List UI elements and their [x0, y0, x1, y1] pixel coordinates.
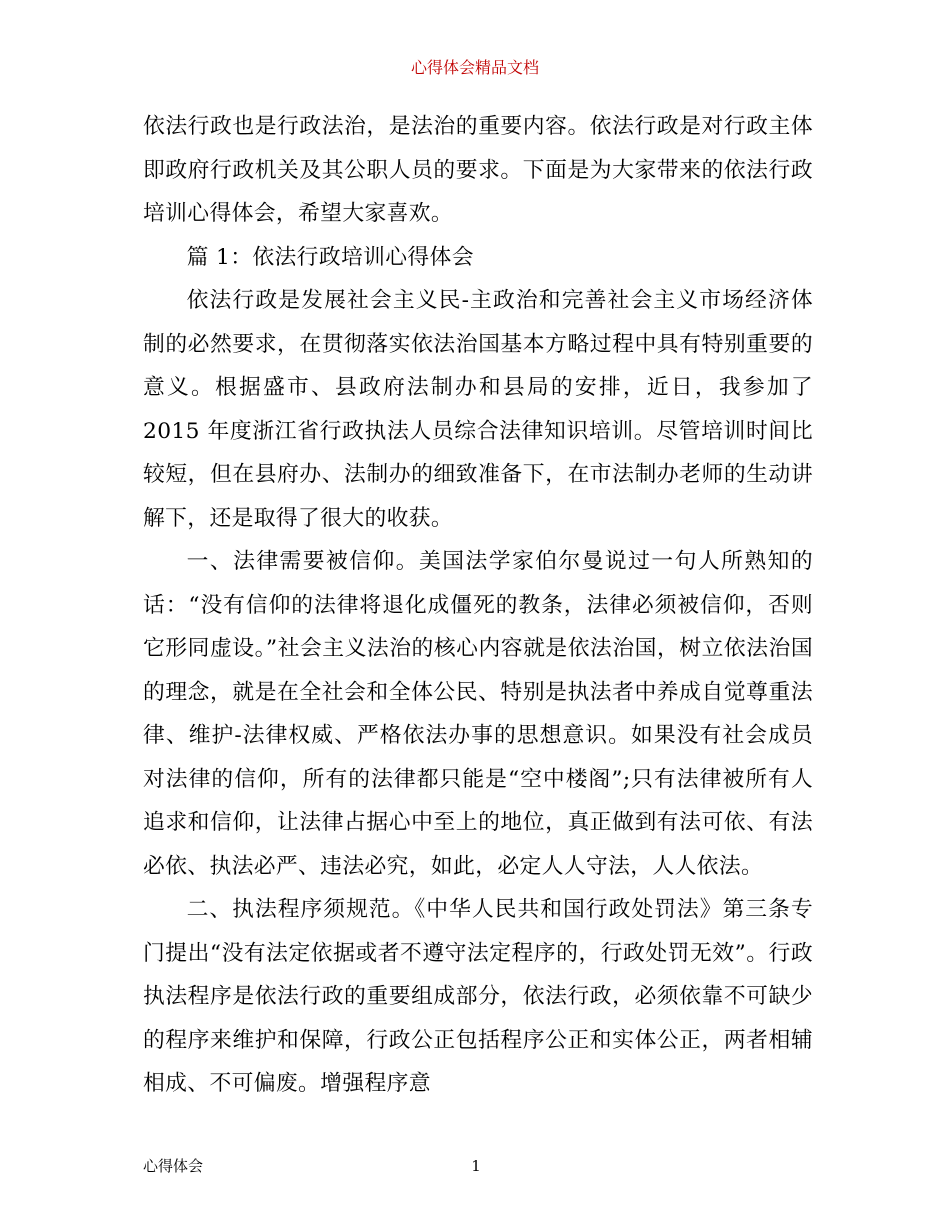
intro-paragraph: 依法行政也是行政法治，是法治的重要内容。依法行政是对行政主体即政府行政机关及其公职人员的要求。下面是为大家带来的依法行政培训心得体会，希望大家喜欢。 — [143, 114, 813, 226]
document-header-title: 心得体会精品文档 — [410, 58, 539, 77]
page-number: 1 — [471, 1157, 481, 1175]
body-paragraph: 依法行政是发展社会主义民-主政治和完善社会主义市场经济体制的必然要求，在贯彻落实依法治国基本方略过程中具有特别重要的意义。根据盛市、县政府法制办和县局的安排，近日，我参加了 2015 年度浙江省行政执法人员综合法律知识培训。尽管培训时间比较短，但在县府办、法制办的细致准备下，在市法制办老师的生动讲解下，还是取得了很大的收获。 — [143, 288, 813, 531]
body-paragraph: 一、法律需要被信仰。美国法学家伯尔曼说过一句人所熟知的话：“没有信仰的法律将退化成僵死的教条，法律必须被信仰，否则它形同虚设。”社会主义法治的核心内容就是依法治国，树立依法治国的理念，就是在全社会和全体公民、特别是执法者中养成自觉尊重法律、维护-法律权威、严格依法办事的思想意识。如果没有社会成员对法律的信仰，所有的法律都只能是“空中楼阁”;只有法律被所有人追求和信仰，让法律占据心中至上的地位，真正做到有法可依、有法必依、执法必严、违法必究，如此，必定人人守法，人人依法。 — [143, 549, 813, 879]
footer-label: 心得体会 — [143, 1157, 204, 1175]
document-body — [143, 105, 813, 1106]
body-paragraph: 二、执法程序须规范。《中华人民共和国行政处罚法》第三条专门提出“没有法定依据或者不遵守法定程序的，行政处罚无效”。行政执法程序是依法行政的重要组成部分，依法行政，必须依靠不可缺少的程序来维护和保障，行政公正包括程序公正和实体公正，两者相辅相成、不可偏废。增强程序意 — [143, 897, 813, 1096]
section-heading: 篇 1：依法行政培训心得体会 — [186, 244, 474, 270]
